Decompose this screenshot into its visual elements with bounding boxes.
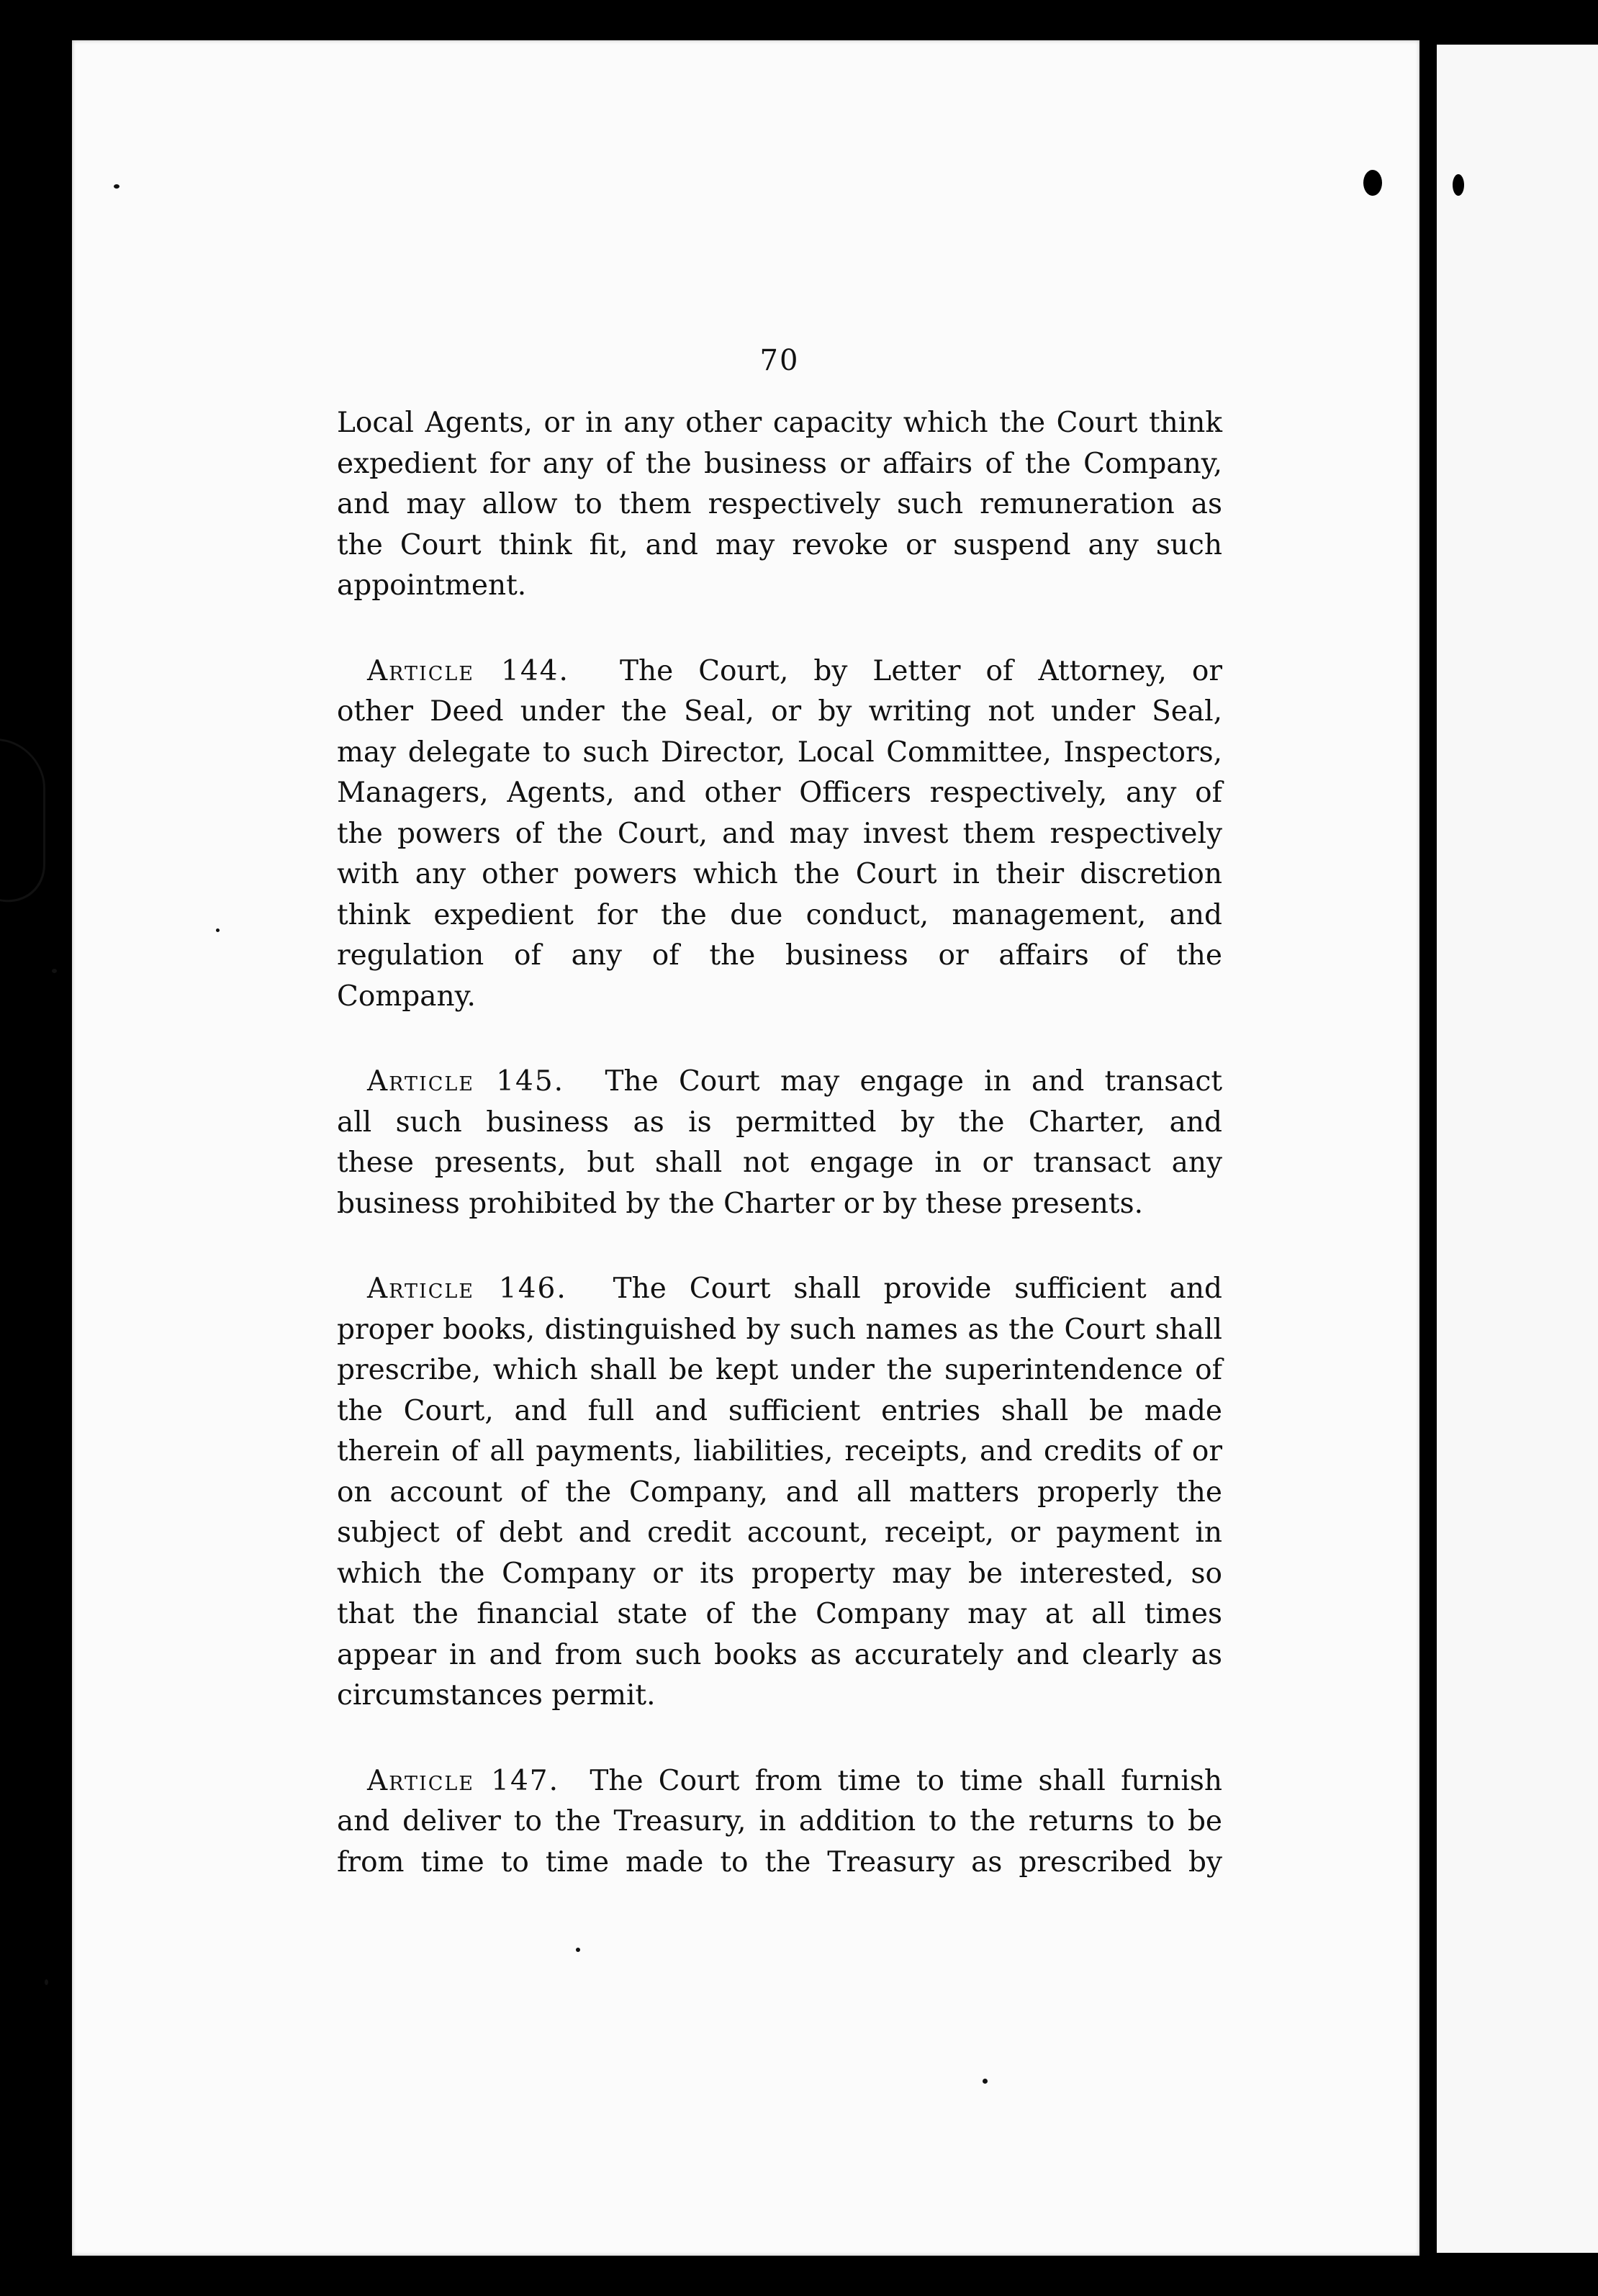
page-gutter [1419, 40, 1437, 2296]
text-line: prescribe, which shall be kept under the superintendence of [337, 1354, 1222, 1386]
text-line: Article 145. The Court may engage in and transact [367, 1065, 1222, 1098]
text-line: Article 144. The Court, by Letter of Attorney, or [367, 654, 1222, 687]
text-line: Company. [337, 980, 476, 1013]
article-146 [337, 1269, 1222, 1717]
scan-speck [983, 2079, 988, 2084]
text-line: which the Company or its property may be interested, so [337, 1557, 1222, 1590]
text-line: Local Agents, or in any other capacity which the Court think [337, 407, 1222, 439]
scan-speck [216, 928, 220, 932]
binding-hole-left [1363, 170, 1382, 196]
article-heading: Article 144. [367, 654, 569, 687]
adjacent-page [1437, 45, 1598, 2253]
paragraph-continuation [337, 403, 1222, 607]
text-line: think expedient for the due conduct, management, and [337, 898, 1222, 931]
text-line: and may allow to them respectively such remuneration as [337, 488, 1222, 520]
text-line: proper books, distinguished by such names as the Court shall [337, 1313, 1222, 1346]
text-line: these presents, but shall not engage in or transact any [337, 1147, 1222, 1179]
scan-speck [45, 1979, 48, 1985]
page-content [337, 344, 1222, 1927]
scan-speck [52, 969, 57, 973]
text-line: and deliver to the Treasury, in addition to the returns to be [337, 1805, 1222, 1838]
scan-speck [576, 1948, 580, 1952]
article-heading: Article 145. [367, 1065, 565, 1098]
article-145 [337, 1062, 1222, 1224]
text-line: other Deed under the Seal, or by writing not under Seal, [337, 695, 1222, 728]
text-line: regulation of any of the business or affairs of the [337, 939, 1222, 972]
scan-bracket-mark [0, 738, 45, 908]
text-line: may delegate to such Director, Local Committee, Inspectors, [337, 736, 1222, 769]
text-line: the Court, and full and sufficient entries shall be made [337, 1394, 1222, 1427]
text-line: appear in and from such books as accurately and clearly as [337, 1638, 1222, 1671]
text-line: therein of all payments, liabilities, receipts, and credits of or [337, 1435, 1222, 1468]
text-line: that the financial state of the Company may at all times [337, 1598, 1222, 1630]
article-147 [337, 1761, 1222, 1884]
text-line: from time to time made to the Treasury as prescribed by [337, 1845, 1222, 1879]
text-line: circumstances permit. [337, 1679, 656, 1712]
text-line: with any other powers which the Court in their discretion [337, 858, 1222, 890]
page-number: 70 [759, 344, 800, 377]
text-line: the Court think fit, and may revoke or suspend any such [337, 528, 1222, 561]
article-heading: Article 146. [367, 1273, 567, 1305]
article-heading: Article 147. [367, 1764, 560, 1797]
text-line: on account of the Company, and all matters properly the [337, 1475, 1222, 1509]
article-144 [337, 651, 1222, 1018]
text-line: expedient for any of the business or affairs of the Company, [337, 447, 1222, 480]
scan-speck [114, 184, 119, 189]
text-line: Article 146. The Court shall provide sufficient and [367, 1273, 1222, 1305]
text-line: all such business as is permitted by the Charter, and [337, 1106, 1222, 1139]
text-line: appointment. [337, 569, 527, 602]
text-line: Managers, Agents, and other Officers respectively, any of [337, 777, 1222, 809]
text-line: subject of debt and credit account, receipt, or payment in [337, 1517, 1222, 1549]
text-line: business prohibited by the Charter or by these presents. [337, 1187, 1143, 1220]
text-line: Article 147. The Court from time to time shall furnish [367, 1764, 1222, 1797]
binding-hole-right [1453, 174, 1464, 196]
text-line: the powers of the Court, and may invest them respectively [337, 817, 1222, 850]
